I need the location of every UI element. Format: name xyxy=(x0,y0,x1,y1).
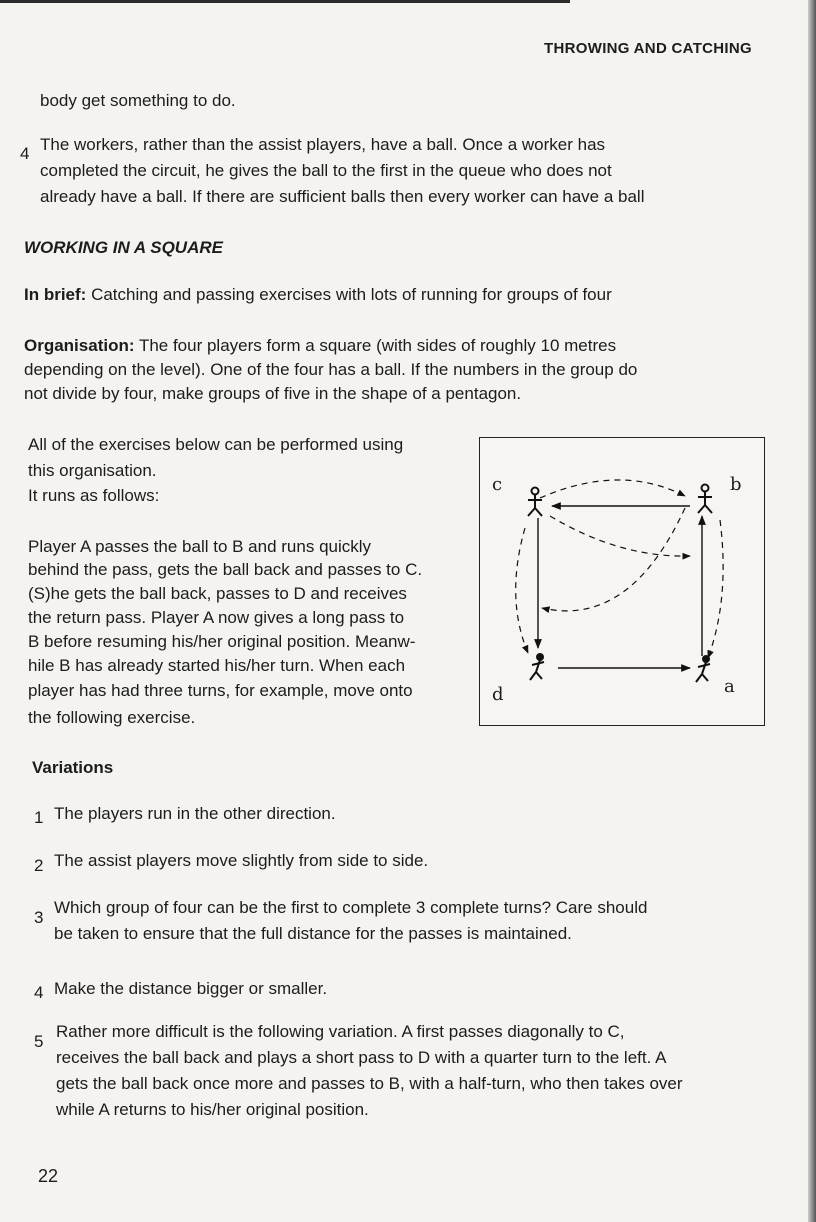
variation-line: receives the ball back and plays a short pass to D with a quarter turn to the left. A xyxy=(56,1048,667,1067)
variation-line: The assist players move slightly from side to side. xyxy=(54,851,429,870)
body-line: the following exercise. xyxy=(28,708,196,727)
page-edge-shadow xyxy=(808,0,816,1222)
variation-number: 1 xyxy=(34,808,44,827)
in-brief-label: In brief: xyxy=(24,285,87,304)
pass-c-to-b xyxy=(540,480,685,498)
body-line: All of the exercises below can be performed using xyxy=(28,435,404,454)
variation-line: while A returns to his/her original position. xyxy=(56,1100,369,1119)
variation-number: 5 xyxy=(34,1032,44,1051)
variation-line: Rather more difficult is the following variation. A first passes diagonally to C, xyxy=(56,1022,625,1041)
variation-number: 4 xyxy=(34,983,44,1002)
player-c-icon xyxy=(528,488,542,517)
point-number: 4 xyxy=(20,144,30,163)
square-diagram xyxy=(479,437,765,726)
body-line: B before resuming his/her original position. Meanw- xyxy=(28,632,416,651)
variation-line: Make the distance bigger or smaller. xyxy=(54,979,328,998)
body-line: hile B has already started his/her turn. When each xyxy=(28,656,406,675)
variation-line: Which group of four can be the first to complete 3 complete turns? Care should xyxy=(54,898,648,917)
page-number: 22 xyxy=(38,1166,59,1186)
corner-label-b: b xyxy=(730,474,742,495)
point-line: already have a ball. If there are sufficient balls then every worker can have a ball xyxy=(40,187,645,206)
point-line: completed the circuit, he gives the ball to the first in the queue who does not xyxy=(40,161,612,180)
corner-label-a: a xyxy=(724,676,735,697)
in-brief-text: Catching and passing exercises with lots of running for groups of four xyxy=(91,285,612,304)
organisation-label: Organisation: xyxy=(24,336,135,355)
variation-number: 2 xyxy=(34,856,44,875)
player-a-icon xyxy=(696,656,710,682)
section-title: WORKING IN A SQUARE xyxy=(24,238,223,257)
variations-title: Variations xyxy=(32,758,114,777)
variation-number: 3 xyxy=(34,908,44,927)
variation-line: gets the ball back once more and passes to B, with a half-turn, who then takes over xyxy=(56,1074,683,1093)
body-line: (S)he gets the ball back, passes to D and receives xyxy=(28,584,407,603)
organisation-line: depending on the level). One of the four has a ball. If the numbers in the group do xyxy=(24,360,638,379)
point-line: The workers, rather than the assist players, have a ball. Once a worker has xyxy=(40,135,606,154)
variation-line: The players run in the other direction. xyxy=(54,804,336,823)
body-line: player has had three turns, for example, move onto xyxy=(28,681,413,700)
corner-label-c: c xyxy=(492,474,503,495)
pass-left-curve xyxy=(516,528,528,653)
body-line: the return pass. Player A now gives a long pass to xyxy=(28,608,405,627)
organisation-line: not divide by four, make groups of five in the shape of a pentagon. xyxy=(24,384,522,403)
organisation-first-line xyxy=(24,334,616,358)
running-header: THROWING AND CATCHING xyxy=(544,40,752,57)
body-line: behind the pass, gets the ball back and passes to C. xyxy=(28,560,423,579)
body-line: Player A passes the ball to B and runs quickly xyxy=(28,537,372,556)
in-brief-paragraph xyxy=(24,283,612,307)
body-line: It runs as follows: xyxy=(28,486,160,505)
pass-diagonal xyxy=(550,516,690,556)
corner-label-d: d xyxy=(492,684,504,705)
body-line: this organisation. xyxy=(28,461,157,480)
pass-right-curve xyxy=(708,520,723,658)
player-b-icon xyxy=(698,485,712,514)
player-d-icon xyxy=(530,654,544,680)
variation-line: be taken to ensure that the full distance for the passes is maintained. xyxy=(54,924,572,943)
organisation-text: The four players form a square (with sides of roughly 10 metres xyxy=(138,336,617,355)
intro-line: body get something to do. xyxy=(40,91,236,110)
top-rule xyxy=(0,0,570,3)
